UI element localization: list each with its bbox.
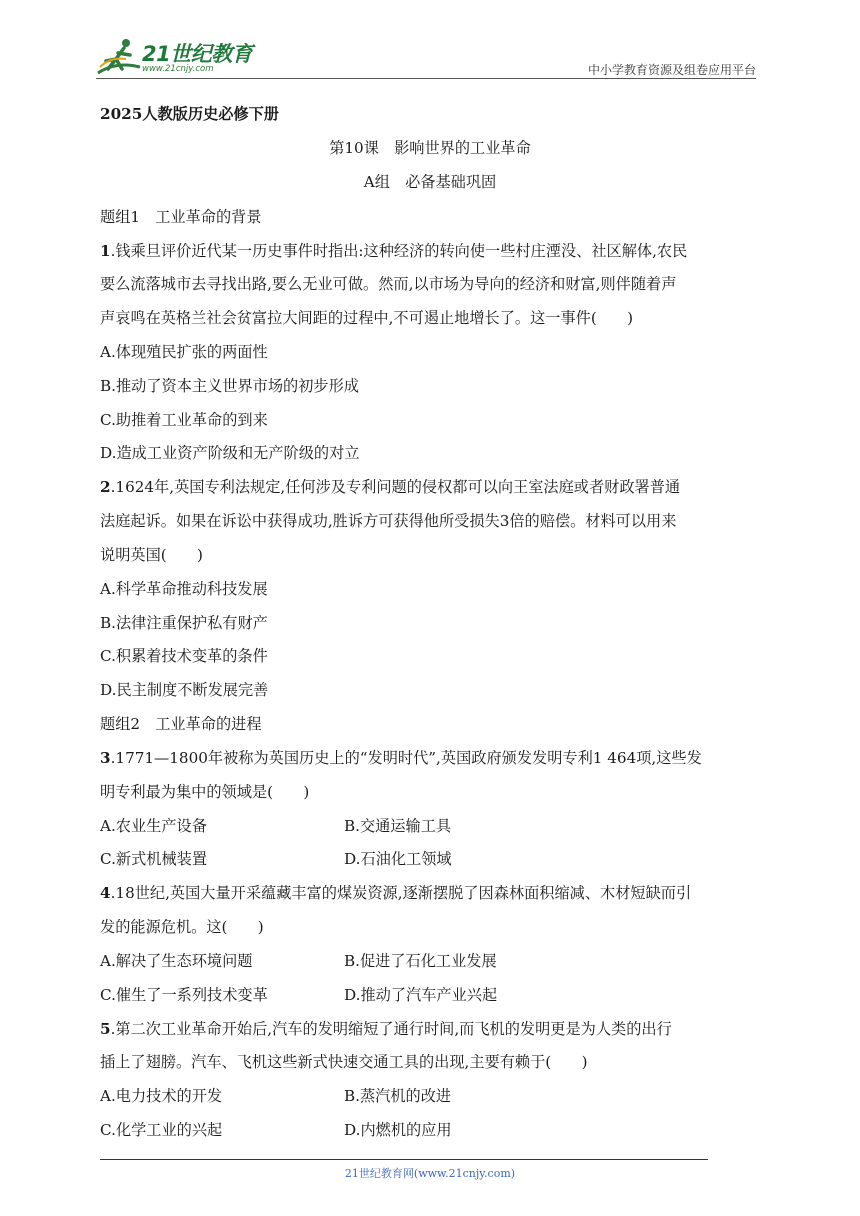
question-3-option-b: B.交通运输工具 <box>344 817 452 835</box>
question-3-option-d: D.石油化工领域 <box>344 850 452 868</box>
platform-name: 中小学教育资源及组卷应用平台 <box>587 63 756 77</box>
question-number: 2 <box>100 478 111 496</box>
runner-logo-icon <box>96 37 144 77</box>
question-5-option-c: C.化学工业的兴起 <box>100 1121 223 1139</box>
question-4-option-b: B.促进了石化工业发展 <box>344 952 497 970</box>
lesson-title: 第10课 影响世界的工业革命 <box>329 139 531 157</box>
question-4-line-1: 4.18世纪,英国大量开采蕴藏丰富的煤炭资源,逐渐摆脱了因森林面积缩减、木材短缺而引 <box>100 884 692 902</box>
logo-url: www.21cnjy.com <box>142 64 214 74</box>
question-1-line-2: 要么流落城市去寻找出路,要么无业可做。然而,以市场为导向的经济和财富,则伴随着声 <box>100 275 677 293</box>
question-3-line-1: 3.1771—1800年被称为英国历史上的“发明时代”,英国政府颁发发明专利1 464项,这些发 <box>100 749 702 767</box>
question-4-line-2: 发的能源危机。这( ) <box>100 918 264 936</box>
question-1-option-a: A.体现殖民扩张的两面性 <box>100 343 268 361</box>
site-logo[interactable] <box>96 34 266 80</box>
question-5-option-a: A.电力技术的开发 <box>100 1087 223 1105</box>
question-2-option-d: D.民主制度不断发展完善 <box>100 681 269 699</box>
question-2-option-a: A.科学革命推动科技发展 <box>100 580 268 598</box>
question-5-option-d: D.内燃机的应用 <box>344 1121 452 1139</box>
question-2-line-1: 2.1624年,英国专利法规定,任何涉及专利问题的侵权都可以向王室法庭或者财政署普通 <box>100 478 681 496</box>
question-5-line-2: 插上了翅膀。汽车、飞机这些新式快速交通工具的出现,主要有赖于( ) <box>100 1053 588 1071</box>
footer-link[interactable]: 21世纪教育网(www.21cnjy.com) <box>344 1167 516 1180</box>
question-2-option-b: B.法律注重保护私有财产 <box>100 614 268 632</box>
logo-text: 21世纪教育 <box>142 42 253 66</box>
question-1-option-b: B.推动了资本主义世界市场的初步形成 <box>100 377 359 395</box>
question-3-option-c: C.新式机械装置 <box>100 850 208 868</box>
doc-title: 2025人教版历史必修下册 <box>100 105 279 123</box>
question-3-line-2: 明专利最为集中的领域是( ) <box>100 783 310 801</box>
question-4-option-a: A.解决了生态环境问题 <box>100 952 253 970</box>
question-5-option-b: B.蒸汽机的改进 <box>344 1087 452 1105</box>
question-4-option-c: C.催生了一系列技术变革 <box>100 986 268 1004</box>
footer-divider <box>100 1159 708 1160</box>
question-2-option-c: C.积累着技术变革的条件 <box>100 647 268 665</box>
question-number: 5 <box>100 1020 111 1038</box>
page-header <box>96 34 756 80</box>
question-2-line-3: 说明英国( ) <box>100 546 203 564</box>
question-number: 4 <box>100 884 111 902</box>
question-5-line-1: 5.第二次工业革命开始后,汽车的发明缩短了通行时间,而飞机的发明更是为人类的出行 <box>100 1020 672 1038</box>
question-1-option-d: D.造成工业资产阶级和无产阶级的对立 <box>100 444 360 462</box>
question-2-line-2: 法庭起诉。如果在诉讼中获得成功,胜诉方可获得他所受损失3倍的赔偿。材料可以用来 <box>100 512 677 530</box>
question-number: 1 <box>100 242 111 260</box>
question-1-line-3: 声哀鸣在英格兰社会贫富拉大间距的过程中,不可遏止地增长了。这一事件( ) <box>100 309 634 327</box>
group-title: A组 必备基础巩固 <box>363 173 497 191</box>
header-divider <box>96 78 756 79</box>
section-heading-1: 题组1 工业革命的背景 <box>100 208 262 226</box>
question-3-option-a: A.农业生产设备 <box>100 817 207 835</box>
section-heading-2: 题组2 工业革命的进程 <box>100 715 262 733</box>
question-4-option-d: D.推动了汽车产业兴起 <box>344 986 498 1004</box>
question-1-option-c: C.助推着工业革命的到来 <box>100 411 268 429</box>
question-1-line-1: 1.钱乘旦评价近代某一历史事件时指出:这种经济的转向使一些村庄湮没、社区解体,农民 <box>100 242 688 260</box>
question-number: 3 <box>100 749 111 767</box>
